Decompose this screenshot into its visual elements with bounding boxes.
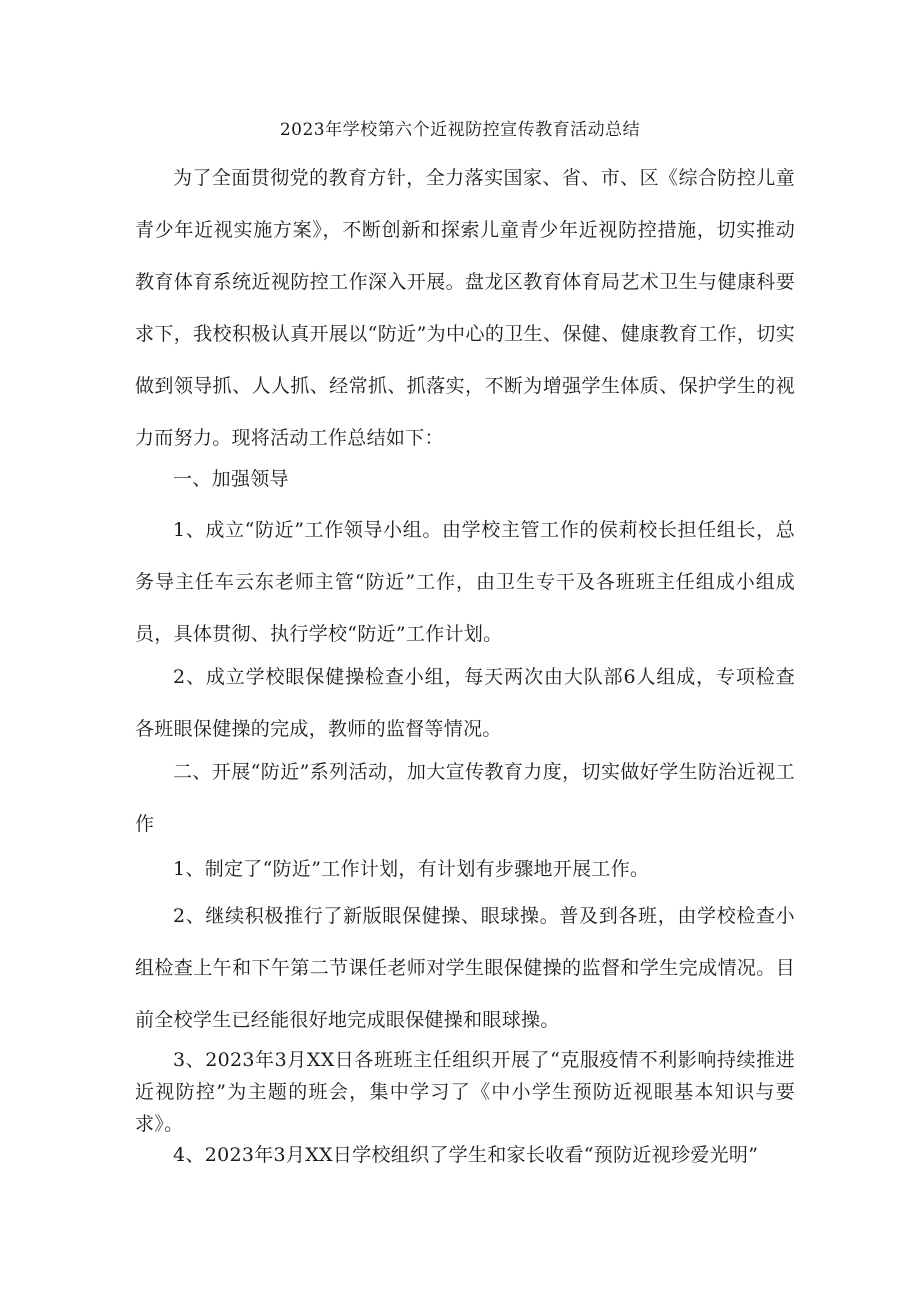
paragraph-2-4: 4、2023年3月XX日学校组织了学生和家长收看“预防近视珍爱光明” xyxy=(173,1144,759,1166)
paragraph-2-3: 3、2023年3月XX日各班班主任组织开展了“克服疫情不利影响持续推进近视防控”为主题的班会，集中学习了《中小学生预防近视眼基本知识与要求》。 xyxy=(135,1049,795,1135)
section-heading-1: 一、加强领导 xyxy=(173,468,289,490)
paragraph-1-2: 2、成立学校眼保健操检查小组，每天两次由大队部6人组成，专项检查各班眼保健操的完成，教师的监督等情况。 xyxy=(135,666,795,740)
document-title: 2023年学校第六个近视防控宣传教育活动总结 xyxy=(279,120,641,140)
paragraph-1-1: 1、成立“防近”工作领导小组。由学校主管工作的侯莉校长担任组长，总务导主任车云东老师主管“防近”工作，由卫生专干及各班班主任组成小组成员，具体贯彻、执行学校“防近”工作计划。 xyxy=(135,519,795,645)
paragraph-2-1: 1、制定了“防近”工作计划，有计划有步骤地开展工作。 xyxy=(173,858,650,880)
paragraph-intro: 为了全面贯彻党的教育方针，全力落实国家、省、市、区《综合防控儿童青少年近视实施方案》，不断创新和探索儿童青少年近视防控措施，切实推动教育体育系统近视防控工作深入开展。盘龙区教育体育局艺术卫生与健康科要求下，我校积极认真开展以“防近”为中心的卫生、保健、健康教育工作，切实做到领导抓、人人抓、经常抓、抓落实，不断为增强学生体质、保护学生的视力而努力。现将活动工作总结如下： xyxy=(135,167,795,449)
paragraph-2-2: 2、继续积极推行了新版眼保健操、眼球操。普及到各班，由学校检查小组检查上午和下午第二节课任老师对学生眼保健操的监督和学生完成情况。目前全校学生已经能很好地完成眼保健操和眼球操。 xyxy=(135,905,795,1031)
section-heading-2: 二、开展“防近”系列活动，加大宣传教育力度，切实做好学生防治近视工作 xyxy=(135,761,795,835)
